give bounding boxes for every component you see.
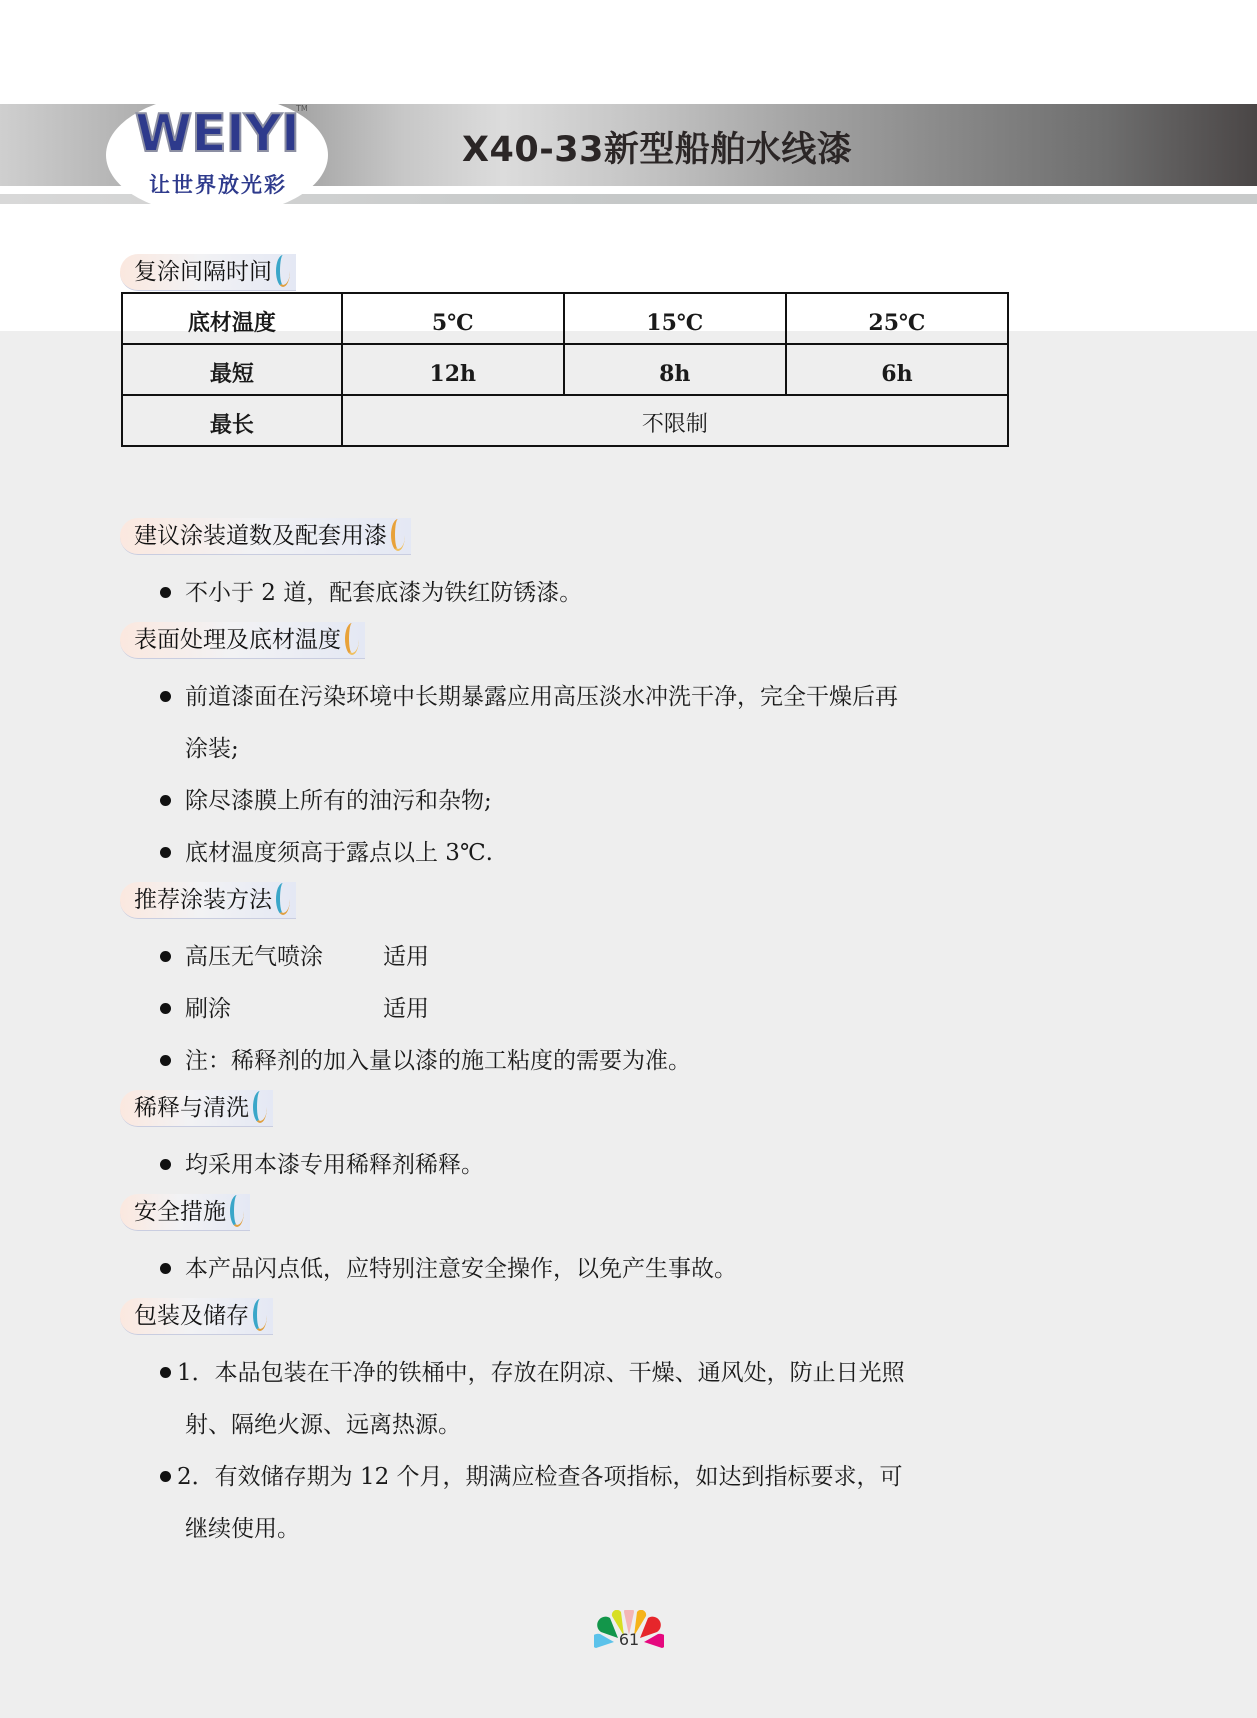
arc-icon bbox=[276, 255, 290, 287]
list-item bbox=[160, 782, 492, 815]
section-title: 建议涂装道数及配套用漆 bbox=[134, 523, 387, 549]
list-item bbox=[160, 574, 582, 607]
arc-icon bbox=[345, 623, 359, 655]
table-cell: 25℃ bbox=[786, 293, 1008, 344]
section-title: 稀释与清洗 bbox=[134, 1095, 249, 1121]
page-number-badge bbox=[594, 1610, 664, 1650]
table-row bbox=[122, 293, 1008, 344]
table-row bbox=[122, 395, 1008, 446]
bullet-icon bbox=[160, 1055, 171, 1066]
logo-trademark: TM bbox=[296, 104, 308, 113]
bullet-icon bbox=[160, 795, 171, 806]
table-cell: 不限制 bbox=[342, 395, 1008, 446]
table-cell: 最长 bbox=[122, 395, 342, 446]
list-item bbox=[160, 1458, 903, 1491]
list-item-continuation: 继续使用。 bbox=[185, 1516, 300, 1542]
list-item bbox=[160, 938, 323, 971]
arc-icon bbox=[391, 519, 405, 551]
list-item bbox=[160, 990, 231, 1023]
arc-icon bbox=[253, 1091, 267, 1123]
page-title: X40-33新型船舶水线漆 bbox=[462, 130, 853, 170]
list-item-text: 本产品闪点低，应特别注意安全操作，以免产生事故。 bbox=[185, 1256, 737, 1282]
list-item-text: 1．本品包装在干净的铁桶中，存放在阴凉、干燥、通风处，防止日光照 bbox=[177, 1360, 905, 1386]
logo-slogan: 让世界放光彩 bbox=[149, 173, 287, 197]
table-cell: 6h bbox=[786, 344, 1008, 395]
bullet-icon bbox=[160, 587, 171, 598]
list-item-text: 不小于 2 道，配套底漆为铁红防锈漆。 bbox=[185, 580, 583, 606]
arc-icon bbox=[276, 883, 290, 915]
section-heading-safety bbox=[120, 1194, 250, 1231]
list-item-text: 底材温度须高于露点以上 3℃. bbox=[185, 840, 493, 866]
list-item bbox=[160, 1354, 905, 1387]
section-heading-storage bbox=[120, 1298, 273, 1335]
section-heading-thinning bbox=[120, 1090, 273, 1127]
list-item bbox=[160, 834, 493, 867]
list-item bbox=[160, 1250, 737, 1283]
brand-logo bbox=[106, 94, 328, 216]
list-item-text: 前道漆面在污染环境中长期暴露应用高压淡水冲洗干净，完全干燥后再 bbox=[185, 684, 898, 710]
list-item-continuation: 涂装; bbox=[185, 736, 239, 762]
section-heading-surface bbox=[120, 622, 365, 659]
list-item-text: 2．有效储存期为 12 个月，期满应检查各项指标，如达到指标要求，可 bbox=[177, 1464, 903, 1490]
bullet-icon bbox=[160, 847, 171, 858]
section-heading-interval bbox=[120, 254, 296, 291]
arc-icon bbox=[253, 1299, 267, 1331]
bullet-icon bbox=[160, 951, 171, 962]
table-cell: 12h bbox=[342, 344, 564, 395]
list-item bbox=[160, 678, 898, 711]
table-row bbox=[122, 344, 1008, 395]
bullet-icon bbox=[160, 1159, 171, 1170]
bullet-icon bbox=[160, 1471, 171, 1482]
list-item bbox=[160, 1146, 484, 1179]
bullet-icon bbox=[160, 1003, 171, 1014]
table-cell: 底材温度 bbox=[122, 293, 342, 344]
section-title: 复涂间隔时间 bbox=[134, 259, 272, 285]
table-cell: 最短 bbox=[122, 344, 342, 395]
table-cell: 5℃ bbox=[342, 293, 564, 344]
list-item-continuation: 射、隔绝火源、远离热源。 bbox=[185, 1412, 461, 1438]
method-name: 刷涂 bbox=[185, 996, 231, 1022]
section-heading-coats bbox=[120, 518, 411, 555]
section-title: 包装及储存 bbox=[134, 1303, 249, 1329]
section-heading-methods bbox=[120, 882, 296, 919]
recoat-interval-table bbox=[121, 292, 1009, 447]
section-title: 安全措施 bbox=[134, 1199, 226, 1225]
list-item-text: 除尽漆膜上所有的油污和杂物; bbox=[185, 788, 492, 814]
note-text: 注：稀释剂的加入量以漆的施工粘度的需要为准。 bbox=[185, 1048, 691, 1074]
list-item bbox=[160, 1042, 691, 1075]
arc-icon bbox=[230, 1195, 244, 1227]
section-title: 推荐涂装方法 bbox=[134, 887, 272, 913]
bullet-icon bbox=[160, 1367, 171, 1378]
page-number: 61 bbox=[618, 1630, 640, 1649]
bullet-icon bbox=[160, 1263, 171, 1274]
logo-wordmark: WEIYI bbox=[134, 104, 300, 164]
list-item-text: 均采用本漆专用稀释剂稀释。 bbox=[185, 1152, 484, 1178]
method-name: 高压无气喷涂 bbox=[185, 944, 323, 970]
section-title: 表面处理及底材温度 bbox=[134, 627, 341, 653]
method-suitability: 适用 bbox=[383, 996, 429, 1022]
bullet-icon bbox=[160, 691, 171, 702]
method-suitability: 适用 bbox=[383, 944, 429, 970]
table-cell: 15℃ bbox=[564, 293, 786, 344]
table-cell: 8h bbox=[564, 344, 786, 395]
